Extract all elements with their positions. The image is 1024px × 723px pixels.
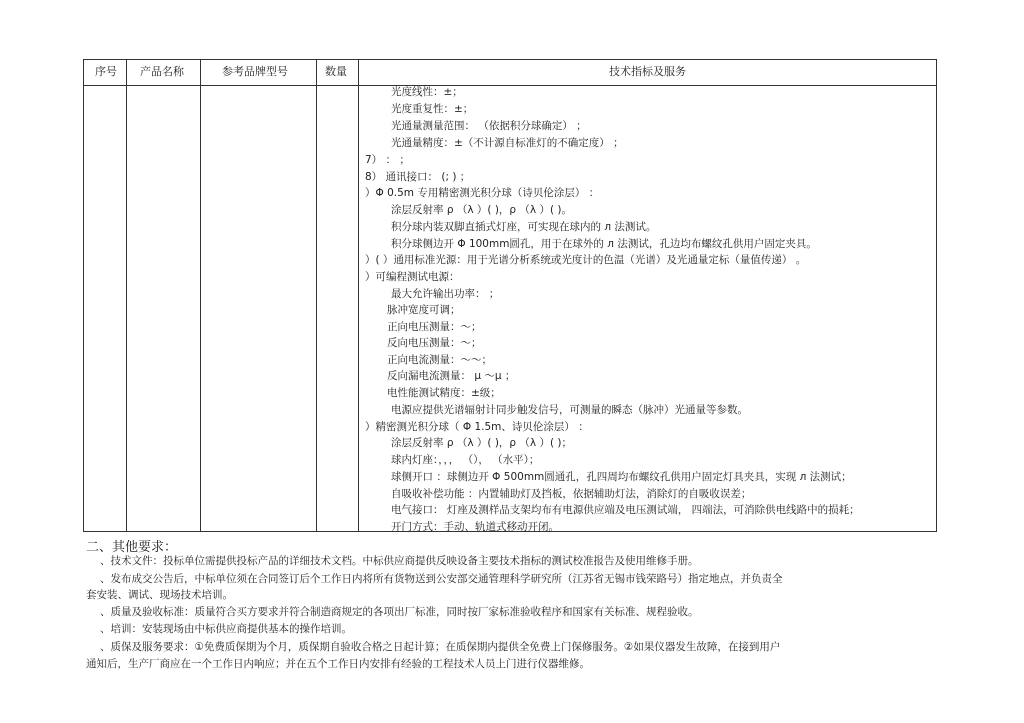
spec-line: ）( ）通用标准光源：用于光谱分析系统或光度计的色温（光谱）及光通量定标（量值传递） 。 xyxy=(365,254,807,266)
spec-line: 7） ： ； xyxy=(365,154,410,166)
section-title: 二、其他要求： xyxy=(86,540,178,555)
header-product-name: 产品名称 xyxy=(140,65,184,78)
requirement-paragraph: 、质保及服务要求：①免费质保期为个月，质保期自验收合格之日起计算；在质保期内提供全免费上门保修服务。②如果仪器发生故障，在接到用户 xyxy=(100,641,781,653)
spec-line: 积分球侧边开 Φ 100mm圆孔，用于在球外的 л 法测试，孔边均布螺纹孔供用户固定夹具。 xyxy=(391,238,817,250)
table-header-row xyxy=(84,60,936,86)
spec-line: 球侧开口 ：球侧边开 Φ 500mm圆通孔，孔四周均布螺纹孔供用户固定灯具夹具，实现 л 法测试； xyxy=(391,471,852,483)
spec-line: 电源应提供光谱辐射计同步触发信号，可测量的瞬态（脉冲）光通量等参数。 xyxy=(391,404,748,416)
spec-line: ）精密测光积分球（ Φ 1.5m、诗贝伦涂层） ： xyxy=(365,421,589,433)
spec-line: ）Φ 0.5m 专用精密测光积分球（诗贝伦涂层） ： xyxy=(365,187,600,199)
requirement-paragraph: 、发布成交公告后，中标单位须在合同签订后个工作日内将所有货物送到公安部交通管理科学研究所（江苏省无锡市钱荣路号）指定地点，并负责全 xyxy=(100,573,783,585)
spec-line: 正向电压测量：～； xyxy=(387,321,482,333)
spec-line: 光度重复性：±； xyxy=(391,103,474,115)
requirement-paragraph: 套安装、调试、现场技术培训。 xyxy=(86,589,233,601)
header-serial: 序号 xyxy=(95,65,117,78)
spec-line: 电气接口： 灯座及测样品支架均布有电源供应端及电压测试端， 四端法，可消除供电线路中的损耗； xyxy=(391,504,860,516)
spec-line: ）可编程测试电源： xyxy=(365,271,460,283)
header-quantity: 数量 xyxy=(325,65,347,78)
spec-table xyxy=(83,59,937,532)
header-brand-model: 参考品牌型号 xyxy=(222,65,288,78)
requirement-paragraph: 通知后，生产厂商应在一个工作日内响应；并在五个工作日内安排有经验的工程技术人员上门进行仪器维修。 xyxy=(86,658,590,670)
spec-line: 最大允许输出功率： ； xyxy=(391,288,500,300)
spec-line: 正向电流测量：～～； xyxy=(387,354,492,366)
spec-line: 开门方式：手动、轨道式移动开闭。 xyxy=(391,521,559,533)
spec-line: 电性能测试精度：±级； xyxy=(387,387,501,399)
header-tech-specs: 技术指标及服务 xyxy=(609,65,686,78)
spec-line: 脉冲宽度可调； xyxy=(387,304,461,316)
column-divider xyxy=(126,60,127,531)
requirement-paragraph: 、技术文件：投标单位需提供投标产品的详细技术文档。中标供应商提供反映设备主要技术指标的测试校准报告及使用维修手册。 xyxy=(100,555,699,567)
spec-line: 光通量精度：±（不计源自标准灯的不确定度） ； xyxy=(391,137,624,149)
spec-line: 8） 通讯接口： (; ) ； xyxy=(365,171,471,183)
spec-line: 球内灯座：，，， （）， （水平）； xyxy=(391,454,540,466)
spec-line: 光通量测量范围： （依据积分球确定） ； xyxy=(391,120,587,132)
spec-line: 涂层反射率 ρ （λ ）( )，ρ （λ ）( )； xyxy=(391,437,573,449)
column-divider xyxy=(358,60,359,531)
spec-line: 涂层反射率 ρ （λ ）( )，ρ （λ ）( )。 xyxy=(391,204,573,216)
spec-line: 反向电压测量：～； xyxy=(387,337,482,349)
column-divider xyxy=(316,60,317,531)
spec-line: 积分球内装双脚直插式灯座，可实现在球内的 л 法测试。 xyxy=(391,221,657,233)
spec-line: 光度线性：±； xyxy=(391,86,463,98)
spec-line: 自吸收补偿功能 ：内置辅助灯及挡板，依据辅助灯法，消除灯的自吸收误差； xyxy=(391,488,752,500)
requirement-paragraph: 、培训：安装现场由中标供应商提供基本的操作培训。 xyxy=(100,623,352,635)
column-divider xyxy=(200,60,201,531)
spec-line: 反向漏电流测量： μ ～μ ； xyxy=(387,370,516,382)
requirement-paragraph: 、质量及验收标准：质量符合买方要求并符合制造商规定的各项出厂标准，同时按厂家标准验收程序和国家有关标准、规程验收。 xyxy=(100,606,699,618)
